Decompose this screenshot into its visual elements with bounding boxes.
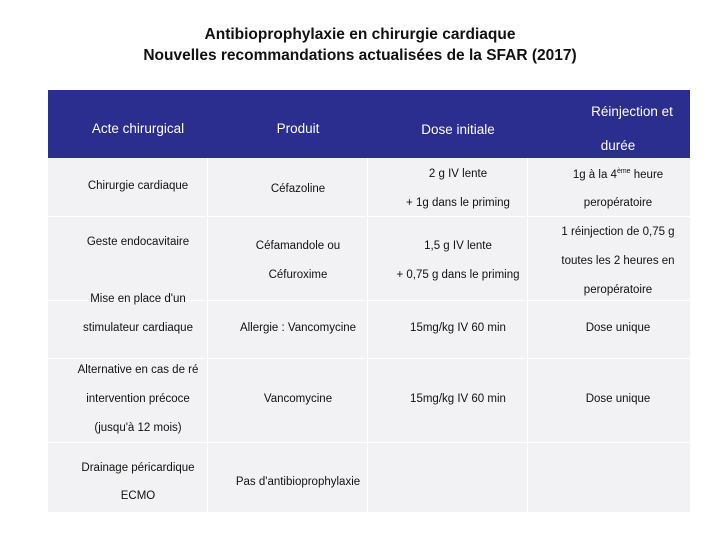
cell-cefazoline: Céfazoline [270,183,326,195]
cell-stimulateur-line2: stimulateur cardiaque [83,322,193,334]
cell-allergie-vancomycine: Allergie : Vancomycine [239,322,357,334]
cell-cefuroxime: Céfuroxime [268,269,328,281]
row-divider [48,358,690,359]
cell-ecmo: ECMO [120,490,156,502]
row-divider [48,216,690,217]
cell-reinjection-cefazoline-2: peropératoire [583,197,653,209]
cell-cefamandole: Céfamandole ou [255,240,341,252]
row-divider [48,442,690,443]
slide-title-line2: Nouvelles recommandations actualisées de la SFAR (2017) [143,47,577,64]
cell-reinjection-allergie: Dose unique [585,322,651,334]
cell-reinjection-cefamandole-2: toutes les 2 heures en [561,255,675,267]
header-reinjection-line1: Réinjection et [591,104,673,119]
cell-alternative-line3: (jusqu'à 12 mois) [94,422,182,434]
cell-reinjection-cefamandole-3: peropératoire [583,284,653,296]
cell-drainage-pericardique: Drainage péricardique [81,462,195,474]
cell-reinjection-cefazoline-1: 1g à la 4ème heure [572,168,664,181]
cell-dose-cefazoline-2: + 1g dans le priming [406,197,510,209]
cell-geste-endocavitaire: Geste endocavitaire [86,236,190,248]
cell-vancomycine: Vancomycine [263,393,333,405]
cell-pas-antibioprophylaxie: Pas d'antibioprophylaxie [235,476,361,488]
cell-dose-cefamandole-1: 1,5 g IV lente [424,240,492,252]
cell-dose-vancomycine: 15mg/kg IV 60 min [410,393,506,405]
header-acte-chirurgical: Acte chirurgical [91,121,185,136]
header-reinjection-line2: durée [600,138,636,153]
cell-dose-allergie: 15mg/kg IV 60 min [410,322,506,334]
cell-stimulateur-line1: Mise en place d'un [90,293,186,305]
cell-dose-cefamandole-2: + 0,75 g dans le priming [396,269,520,281]
cell-reinjection-cefamandole-1: 1 réinjection de 0,75 g [561,226,675,238]
column-divider [207,158,208,512]
header-dose-initiale: Dose initiale [421,122,495,137]
slide-title-line1: Antibioprophylaxie en chirurgie cardiaque [204,26,516,43]
column-divider [527,158,528,512]
cell-chirurgie-cardiaque: Chirurgie cardiaque [87,180,189,192]
cell-alternative-line2: intervention précoce [86,393,190,405]
cell-dose-cefazoline-1: 2 g IV lente [428,168,488,180]
header-produit: Produit [276,121,320,136]
column-divider [367,158,368,512]
cell-reinjection-vancomycine: Dose unique [585,393,651,405]
cell-alternative-line1: Alternative en cas de ré [77,364,199,376]
